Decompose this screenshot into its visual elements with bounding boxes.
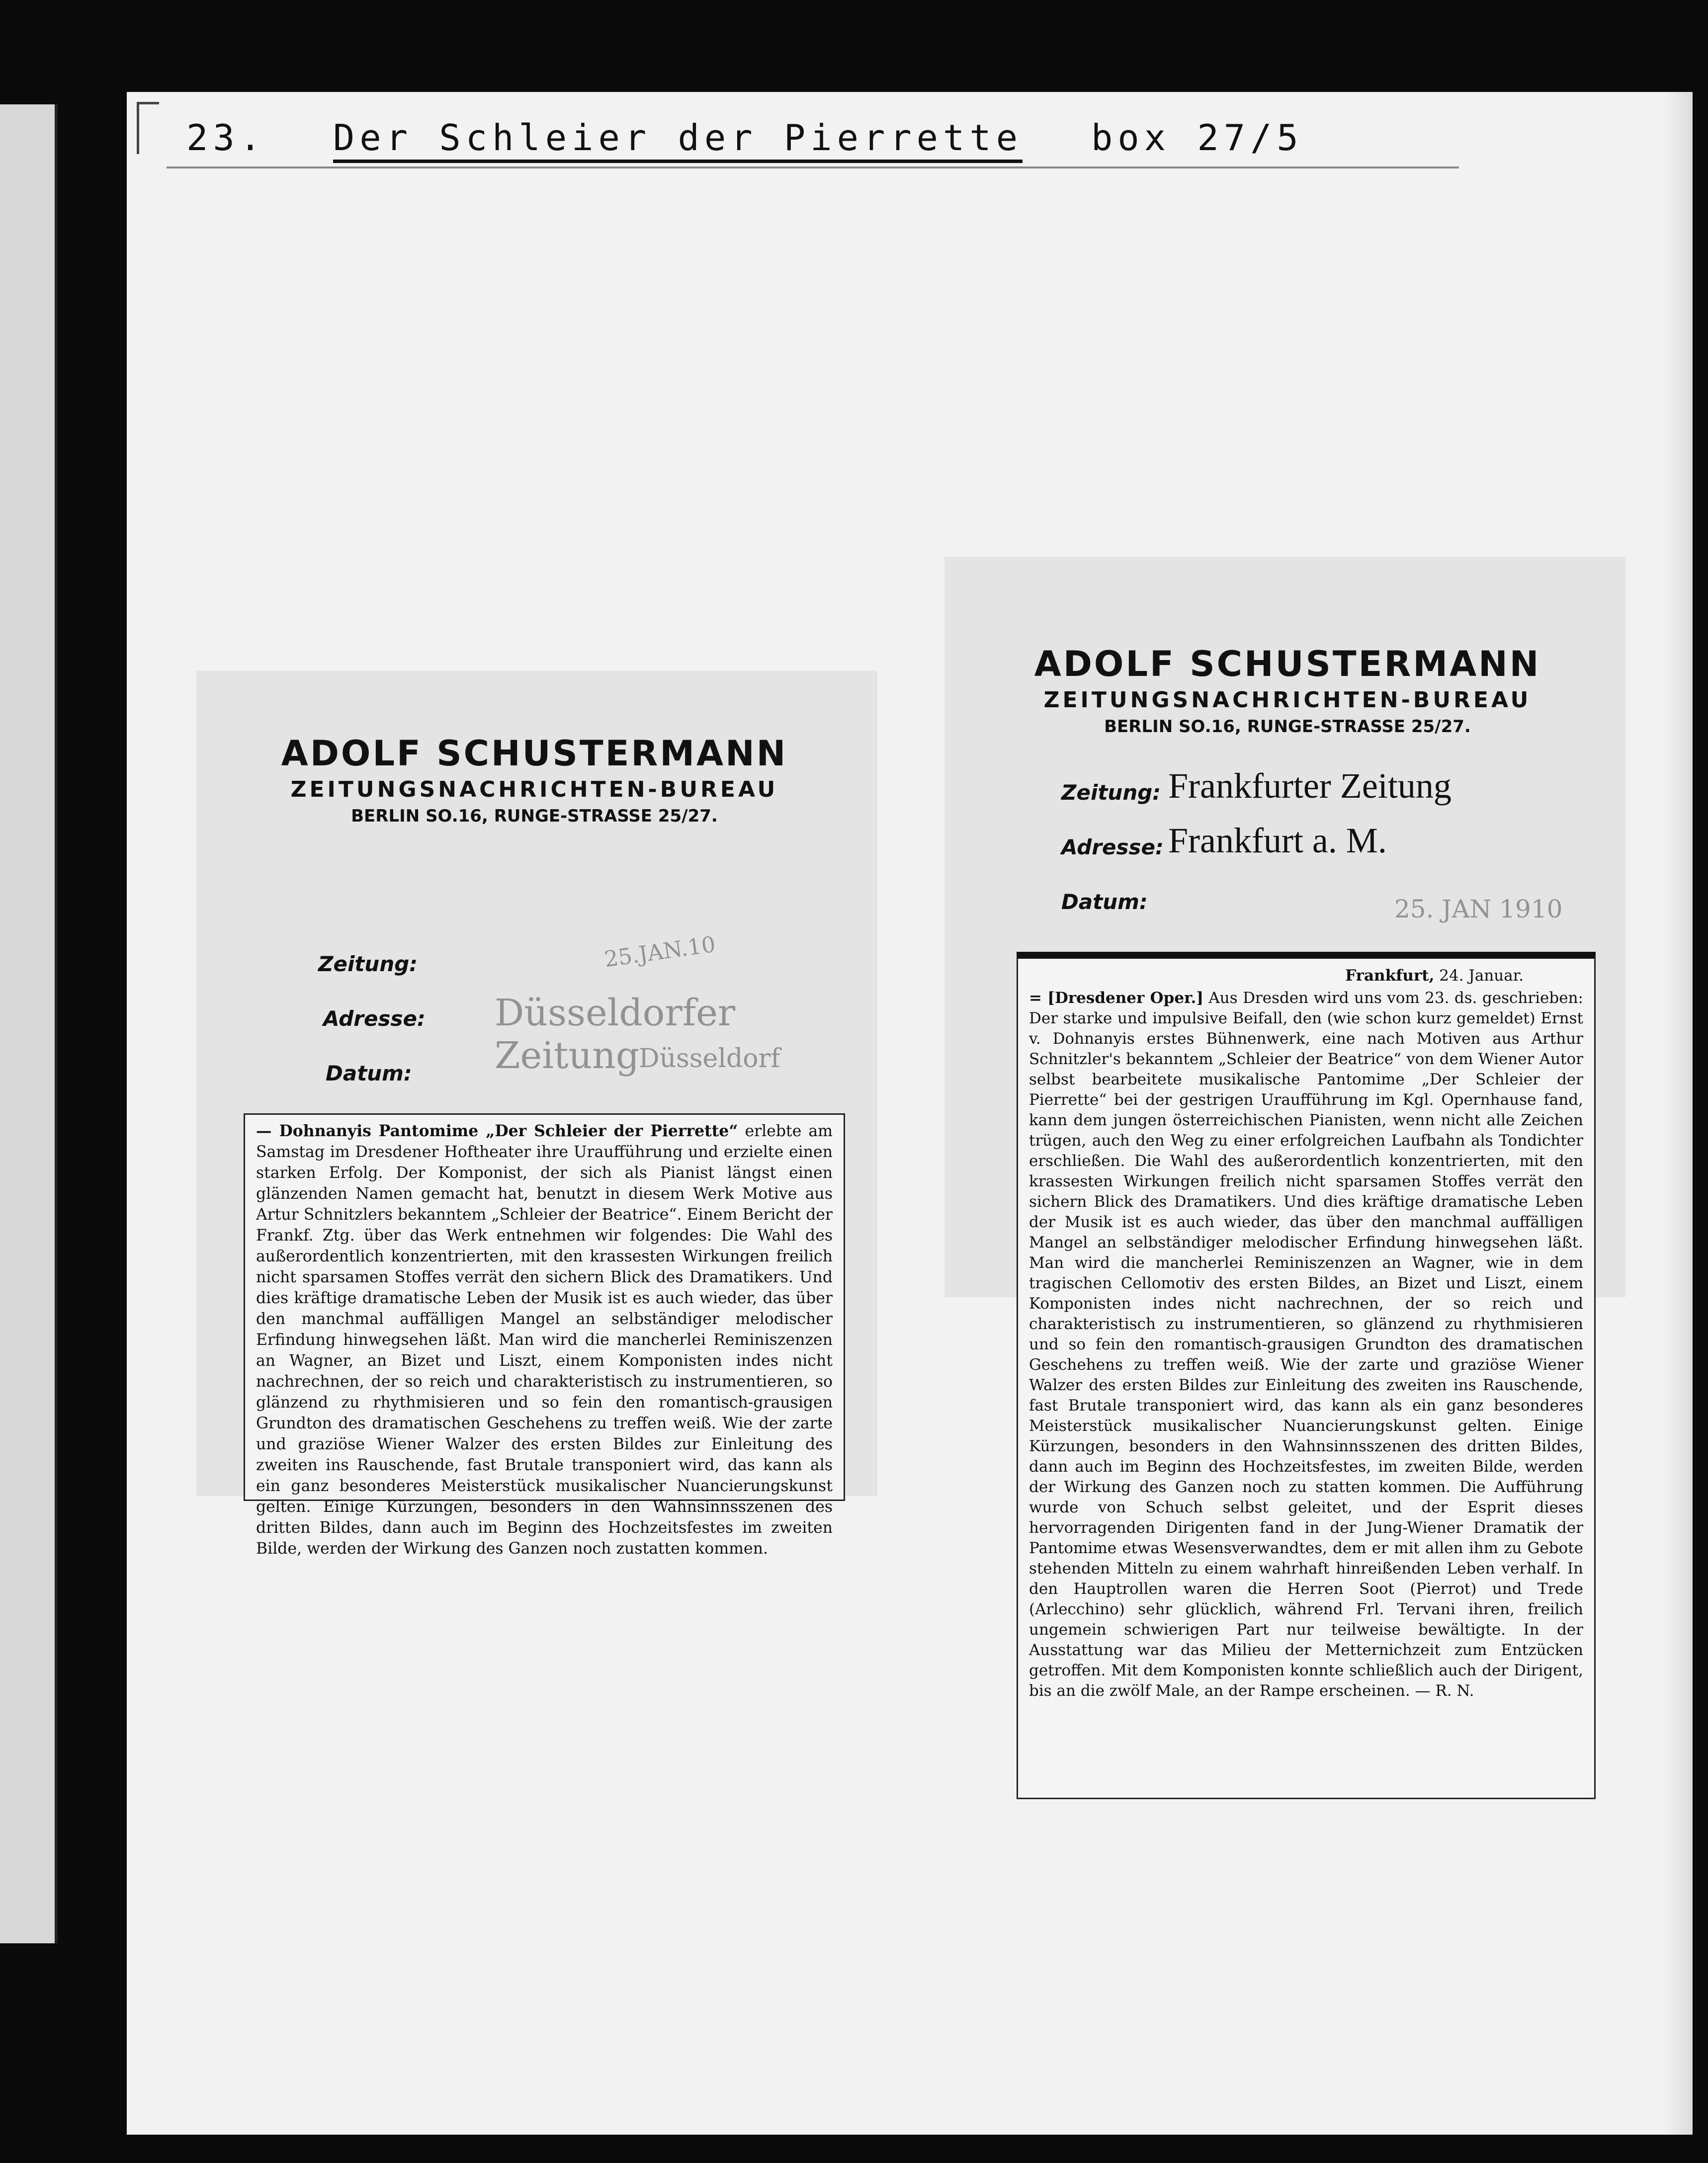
bureau-address-right: BERLIN SO.16, RUNGE-STRASSE 25/27.	[1104, 717, 1471, 737]
sheet-edge-shadow	[1663, 92, 1693, 2135]
label-adresse-right: Adresse:	[1061, 835, 1164, 859]
header-rule	[167, 166, 1459, 168]
corner-bracket	[137, 102, 159, 154]
bureau-stamp-right	[1014, 644, 1561, 737]
article-left-lead: — Dohnanyis Pantomime „Der Schleier der Pierrette“	[256, 1122, 738, 1140]
adjacent-page-edge	[0, 104, 58, 1943]
clipping-left	[196, 671, 877, 1558]
bureau-stamp	[261, 733, 808, 826]
label-datum: Datum:	[326, 1061, 412, 1085]
label-datum-right: Datum:	[1061, 890, 1148, 914]
archive-sheet	[127, 92, 1693, 2135]
adresse-value: Frankfurt a. M.	[1168, 821, 1387, 860]
date-stamp: 25.JAN.10	[602, 931, 717, 973]
item-title: Der Schleier der Pierrette	[333, 117, 1023, 163]
bureau-name-right: ADOLF SCHUSTERMANN	[1034, 644, 1541, 684]
newspaper-stamp: Düsseldorfer Zeitung	[495, 992, 736, 1077]
article-left-body: erlebte am Samstag im Dresdener Hoftheater ihre Uraufführung und erzielte einen starken Erfolg. Der Komponist, der sich als Pianist längst einen glänzenden Namen gemacht hat, benutzt in diesem Werk Motive aus Artur Schnitzlers bekanntem „Schleier der Beatrice“. Einem Bericht der Frankf. Ztg. über das Werk entnehmen wir folgendes: Die Wahl des außerordentlich konzentrierten, mit den krassesten Wirkungen freilich nicht sparsamen Stoffes verrät den sichern Blick des Dramatikers. Und dies kräftige dramatische Leben der Musik ist es auch wieder, das über den manchmal auffälligen Mangel an selbständiger melodischer Erfindung hinwegsehen läßt. Man wird die mancherlei Reminiszenzen an Wagner, an Bizet und Liszt, einem Komponisten indes nicht nachrechnen, der so reich und charakteristisch zu instrumentieren, so glänzend zu rhythmisieren und so fein den romantisch-grausigen Grundton des dramatischen Geschehens zu treffen weiß. Wie der zarte und graziöse Wiener Walzer des ersten Bildes zur Einleitung des zweiten ins Rauschende, fast Brutale transponiert wird, das kann als ein ganz besonderes Meisterstück musikalischer Nuancierungskunst gelten. Einige Kürzungen, besonders in den Wahnsinnsszenen des dritten Bildes, dann auch im Beginn des Hochzeitsfestes im zweiten Bilde, werden der Wirkung des Ganzen noch zustatten kommen.	[256, 1122, 833, 1558]
label-zeitung-right: Zeitung:	[1061, 780, 1161, 805]
city-stamp: Düsseldorf	[639, 1044, 780, 1074]
article-right-body: Aus Dresden wird uns vom 23. ds. geschrieben: Der starke und impulsive Beifall, den (wie schon kurz gemeldet) Ernst v. Dohnanyis erstes Bühnenwerk, eine nach Motiven aus Arthur Schnitzler's bekanntem „Schleier der Beatrice“ von dem Wiener Autor selbst bearbeitete musikalische Pantomime „Der Schleier der Pierrette“ bei der gestrigen Uraufführung im Kgl. Opernhause fand, kann dem jungen österreichischen Pianisten, wenn nicht alle Zeichen trügen, auch den Weg zu einer erfolgreichen Laufbahn als Tondichter erschließen. Die Wahl des außerordentlich konzentrierten, mit den krassesten Wirkungen freilich nicht sparsamen Stoffes verrät den sichern Blick des Dramatikers. Und dies kräftige dramatische Leben der Musik ist es auch wieder, das über den manchmal auffälligen Mangel an selbständiger melodischer Erfindung hinwegsehen läßt. Man wird die mancherlei Reminiszenzen an Wagner, wie in dem tragischen Cellomotiv des ersten Bildes, an Bizet und Liszt, einem Komponisten indes nicht nachrechnen, der so reich und charakteristisch zu instrumentieren, so glänzend zu rhythmisieren und so fein den romantisch-grausigen Grundton des dramatischen Geschehens zu treffen weiß. Wie der zarte und graziöse Wiener Walzer des ersten Bildes zur Einleitung des zweiten ins Rauschende, fast Brutale transponiert wird, das kann als ein ganz besonderes Meisterstück musikalischer Nuancierungskunst gelten. Einige Kürzungen, besonders in den Wahnsinnsszenen des dritten Bildes, dann auch im Beginn des Hochzeitsfestes, im zweiten Bilde, werden der Wirkung des Ganzen noch zu statten kommen. Die Aufführung wurde von Schuch selbst geleitet, und der Esprit dieses hervorragenden Dirigenten fand in der Jung-Wiener Dramatik der Pantomime etwas Wesensverwandtes, dem er mit allen ihm zu Gebote stehenden Mitteln zu einem wahrhaft hinreißenden Leben verhalf. In den Hauptrollen waren die Herren Soot (Pierrot) und Trede (Arlecchino) sehr glücklich, während Frl. Tervani ihren, freilich ungemein schwierigen Part nur teilweise bewältigte. In der Ausstattung war das Milieu der Metternichzeit zum Entzücken getroffen. Mit dem Komponisten konnte schließlich auch der Dirigent, bis an die zwölf Male, an der Rampe erscheinen. — R. N.	[1029, 989, 1583, 1700]
bureau-name: ADOLF SCHUSTERMANN	[281, 733, 788, 774]
item-number: 23.	[186, 117, 266, 159]
article-right	[1017, 952, 1596, 1799]
dateline	[1029, 966, 1583, 986]
bureau-subtitle-right: ZEITUNGSNACHRICHTEN-BUREAU	[1043, 687, 1532, 713]
dateline-city: Frankfurt,	[1345, 967, 1435, 985]
box-number: box 27/5	[1091, 117, 1303, 159]
label-zeitung: Zeitung:	[318, 952, 418, 976]
date-stamp-right: 25. JAN 1910	[1394, 895, 1563, 923]
label-adresse: Adresse:	[323, 1006, 426, 1031]
archive-header	[176, 112, 1320, 166]
article-left	[244, 1113, 845, 1558]
bureau-subtitle: ZEITUNGSNACHRICHTEN-BUREAU	[290, 777, 778, 802]
article-right-lead: = [Dresdener Oper.]	[1029, 989, 1204, 1007]
bureau-address: BERLIN SO.16, RUNGE-STRASSE 25/27.	[351, 806, 718, 826]
zeitung-value: Frankfurter Zeitung	[1168, 766, 1452, 806]
dateline-date: 24. Januar.	[1439, 967, 1524, 985]
